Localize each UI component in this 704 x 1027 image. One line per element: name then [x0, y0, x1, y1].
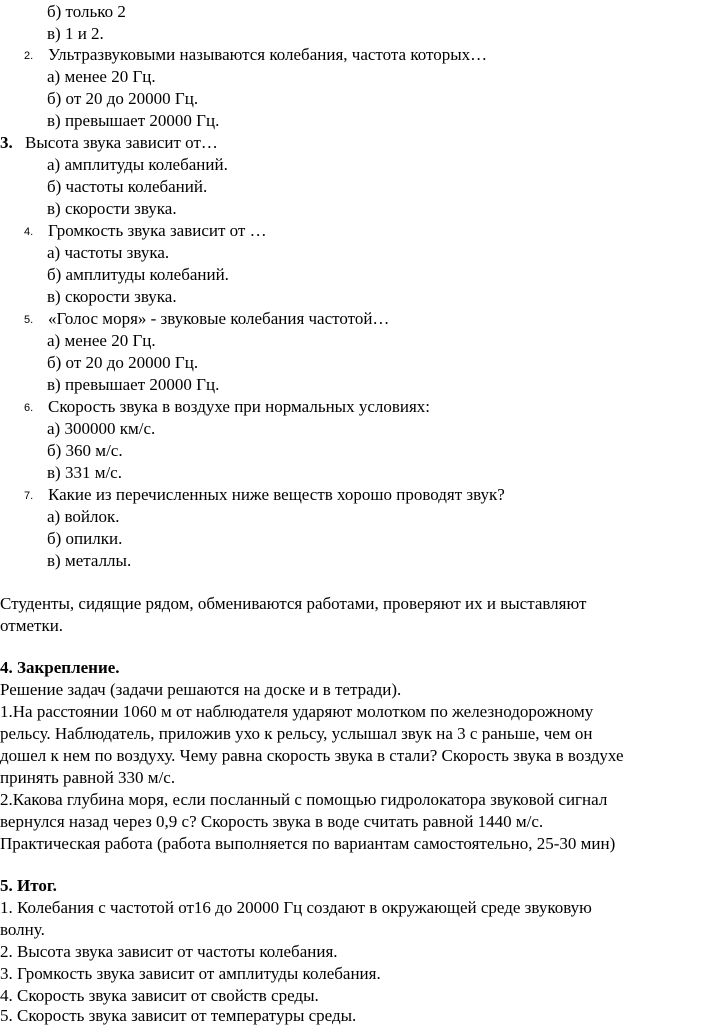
paragraph-line: вернулся назад через 0,9 с? Скорость звука в воде считать равной 1440 м/с. [0, 812, 544, 831]
question-text: «Голос моря» - звуковые колебания частотой… [48, 309, 390, 328]
answer-option: б) частоты колебаний. [47, 177, 208, 196]
question-text: Скорость звука в воздухе при нормальных условиях: [48, 397, 431, 416]
paragraph-line: 1.На расстоянии 1060 м от наблюдателя ударяют молотком по железнодорожному [0, 702, 594, 721]
answer-option: б) 360 м/с. [47, 441, 123, 460]
answer-option: б) от 20 до 20000 Гц. [47, 89, 199, 108]
paragraph-line: 2.Какова глубина моря, если посланный с помощью гидролокатора звуковой сигнал [0, 790, 608, 809]
paragraph-line: 4. Скорость звука зависит от свойств среды. [0, 986, 319, 1005]
paragraph-line: Решение задач (задачи решаются на доске и в тетради). [0, 680, 402, 699]
students-note-line: отметки. [0, 616, 64, 635]
answer-option: в) скорости звука. [47, 287, 177, 306]
paragraph-line: 1. Колебания с частотой от16 до 20000 Гц создают в окружающей среде звуковую [0, 898, 592, 917]
answer-option: б) амплитуды колебаний. [47, 265, 229, 284]
answer-option: а) 300000 км/с. [47, 419, 156, 438]
paragraph-line: Практическая работа (работа выполняется по вариантам самостоятельно, 25-30 мин) [0, 834, 616, 853]
question-text: Какие из перечисленных ниже веществ хорошо проводят звук? [48, 485, 505, 504]
question-number: 2. [24, 50, 34, 62]
answer-option: б) от 20 до 20000 Гц. [47, 353, 199, 372]
answer-option: а) менее 20 Гц. [47, 331, 156, 350]
answer-option: в) превышает 20000 Гц. [47, 111, 220, 130]
paragraph-line: 2. Высота звука зависит от частоты колебания. [0, 942, 338, 961]
question-number: 4. [24, 226, 34, 238]
question-number: 7. [24, 490, 34, 502]
q1-option-b: б) только 2 [47, 2, 126, 21]
answer-option: а) менее 20 Гц. [47, 67, 156, 86]
question-number: 5. [24, 314, 34, 326]
answer-option: а) амплитуды колебаний. [47, 155, 228, 174]
question-number: 6. [24, 402, 34, 414]
students-note-line: Студенты, сидящие рядом, обмениваются работами, проверяют их и выставляют [0, 594, 587, 613]
q1-option-c: в) 1 и 2. [47, 24, 104, 43]
section-heading: 5. Итог. [0, 876, 57, 895]
question-number: 3. [0, 133, 13, 152]
paragraph-line: рельсу. Наблюдатель, приложив ухо к рельсу, услышал звук на 3 с раньше, чем он [0, 724, 593, 743]
paragraph-line: дошел к нем по воздуху. Чему равна скорость звука в стали? Скорость звука в воздухе [0, 746, 624, 765]
answer-option: а) частоты звука. [47, 243, 170, 262]
paragraph-line: 3. Громкость звука зависит от амплитуды колебания. [0, 964, 381, 983]
answer-option: б) опилки. [47, 529, 123, 548]
answer-option: в) превышает 20000 Гц. [47, 375, 220, 394]
question-text: Громкость звука зависит от … [48, 221, 267, 240]
answer-option: в) скорости звука. [47, 199, 177, 218]
answer-option: в) металлы. [47, 551, 132, 570]
paragraph-line: 5. Скорость звука зависит от температуры среды. [0, 1006, 357, 1025]
section-heading: 4. Закрепление. [0, 658, 120, 677]
answer-option: а) войлок. [47, 507, 120, 526]
question-text: Ультразвуковыми называются колебания, частота которых… [48, 45, 488, 64]
question-text: Высота звука зависит от… [25, 133, 218, 152]
paragraph-line: принять равной 330 м/с. [0, 768, 176, 787]
answer-option: в) 331 м/с. [47, 463, 122, 482]
paragraph-line: волну. [0, 920, 45, 939]
